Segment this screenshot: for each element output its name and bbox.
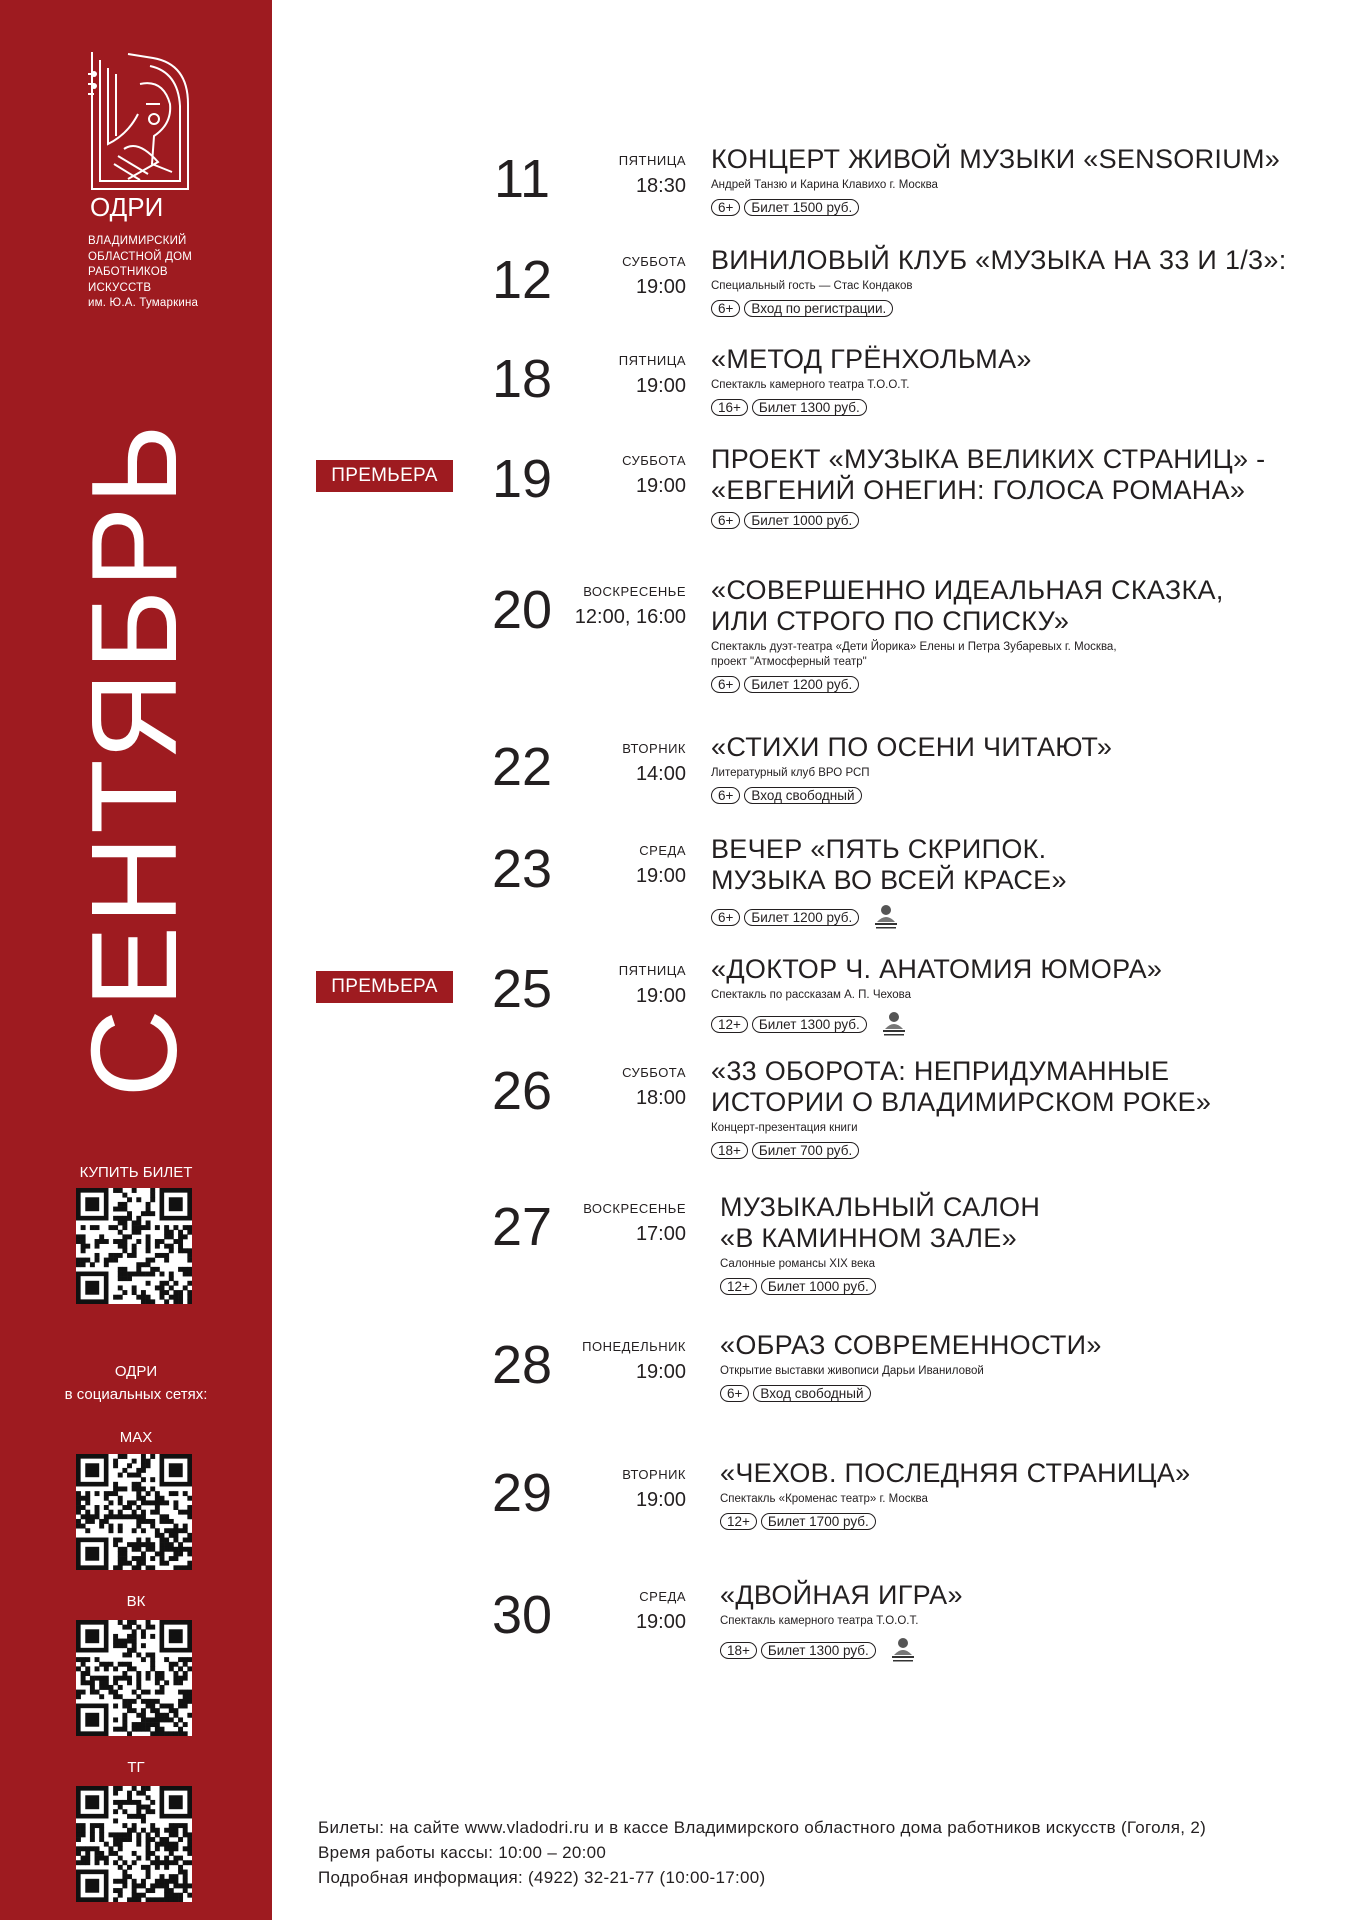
event-time: 17:00 xyxy=(635,1223,686,1245)
event-time: 19:00 xyxy=(635,1361,686,1383)
event-tags xyxy=(711,787,1351,804)
event-info xyxy=(720,1192,1358,1295)
event-subtitle: Спектакль по рассказам А. П. Чехова xyxy=(711,989,912,1001)
event-day: 22 xyxy=(491,737,553,797)
event-title: «33 ОБОРОТА: НЕПРИДУМАННЫЕ ИСТОРИИ О ВЛАДИМИРСКОМ РОКЕ» xyxy=(711,1056,1212,1117)
age-rating: 6+ xyxy=(720,1385,749,1402)
event-subtitle: Андрей Танзю и Карина Клавихо г. Москва xyxy=(711,179,938,191)
tg-qr[interactable] xyxy=(76,1786,192,1902)
event-title: ВИНИЛОВЫЙ КЛУБ «МУЗЫКА НА 33 И 1/3»: xyxy=(711,245,1287,275)
age-rating: 18+ xyxy=(711,1142,748,1159)
max-qr[interactable] xyxy=(76,1454,192,1570)
pushkin-card-icon xyxy=(879,1009,909,1039)
event-weekday: ВОСКРЕСЕНЬЕ xyxy=(583,1201,686,1216)
age-rating: 6+ xyxy=(711,199,740,216)
footer-contact: Подробная информация: (4922) 32-21-77 (10:00-17:00) xyxy=(318,1868,766,1887)
event-day: 30 xyxy=(491,1585,553,1645)
event-weekday: ПЯТНИЦА xyxy=(618,963,686,978)
age-rating: 16+ xyxy=(711,399,748,416)
event-title: КОНЦЕРТ ЖИВОЙ МУЗЫКИ «SENSORIUM» xyxy=(711,144,1281,174)
event-subtitle: Спектакль камерного театра Т.О.О.Т. xyxy=(720,1615,919,1627)
odri-logo xyxy=(88,44,198,222)
event-tags xyxy=(720,1513,1358,1530)
qr-code-icon xyxy=(76,1188,192,1304)
event-day: 23 xyxy=(491,839,553,899)
event-weekday: ПЯТНИЦА xyxy=(618,153,686,168)
age-rating: 6+ xyxy=(711,676,740,693)
event-info xyxy=(720,1330,1358,1402)
event-subtitle: Спектакль камерного театра Т.О.О.Т. xyxy=(711,379,910,391)
social-label-line1: ОДРИ xyxy=(114,1363,158,1380)
event-title: «ДВОЙНАЯ ИГРА» xyxy=(720,1580,963,1610)
event-time: 19:00 xyxy=(635,1611,686,1633)
event-weekday: СУББОТА xyxy=(622,254,686,269)
qr-code-icon xyxy=(76,1620,192,1736)
pushkin-card-icon xyxy=(888,1635,918,1665)
event-time: 19:00 xyxy=(635,375,686,397)
event-title: «ДОКТОР Ч. АНАТОМИЯ ЮМОРА» xyxy=(711,954,1163,984)
event-subtitle: Литературный клуб ВРО РСП xyxy=(711,767,870,779)
event-subtitle: Специальный гость — Стас Кондаков xyxy=(711,280,913,292)
age-rating: 12+ xyxy=(711,1016,748,1033)
ticket-price: Вход по регистрации. xyxy=(744,300,893,317)
event-tags xyxy=(720,1385,1358,1402)
event-day: 27 xyxy=(491,1197,553,1257)
event-tags xyxy=(711,512,1351,529)
event-tags xyxy=(711,399,1351,416)
tg-label: ТГ xyxy=(127,1759,145,1776)
event-subtitle: Открытие выставки живописи Дарьи Иваниловой xyxy=(720,1365,984,1377)
org-name-line: им. Ю.А. Тумаркина xyxy=(88,297,199,309)
org-name-line: ИСКУССТВ xyxy=(88,281,152,294)
event-info xyxy=(711,1056,1351,1159)
footer-hours: Время работы кассы: 10:00 – 20:00 xyxy=(318,1843,607,1862)
event-time: 19:00 xyxy=(635,1489,686,1511)
event-day: 11 xyxy=(493,149,551,209)
event-weekday: СРЕДА xyxy=(639,843,686,858)
max-label: MAX xyxy=(119,1429,153,1446)
event-title: «ЧЕХОВ. ПОСЛЕДНЯЯ СТРАНИЦА» xyxy=(720,1458,1191,1488)
event-tags xyxy=(720,1635,1358,1665)
event-weekday: ПОНЕДЕЛЬНИК xyxy=(582,1339,686,1354)
event-weekday: СРЕДА xyxy=(639,1589,686,1604)
footer-tickets: Билеты: на сайте www.vladodri.ru и в кассе Владимирского областного дома работников искусств (Гоголя, 2) xyxy=(318,1818,1207,1837)
ticket-price: Билет 1300 руб. xyxy=(752,399,867,416)
ticket-price: Вход свободный xyxy=(744,787,861,804)
event-info xyxy=(720,1580,1358,1665)
org-name-line: ВЛАДИМИРСКИЙ xyxy=(88,235,187,247)
event-weekday: ВТОРНИК xyxy=(622,1467,686,1482)
svg-text:ОДРИ: ОДРИ xyxy=(90,192,164,222)
event-time: 19:00 xyxy=(635,475,686,497)
event-info xyxy=(711,444,1351,529)
event-title: ПРОЕКТ «МУЗЫКА ВЕЛИКИХ СТРАНИЦ» - «ЕВГЕНИЙ ОНЕГИН: ГОЛОСА РОМАНА» xyxy=(711,444,1266,505)
age-rating: 6+ xyxy=(711,512,740,529)
vk-qr[interactable] xyxy=(76,1620,192,1736)
org-name-line: ОБЛАСТНОЙ ДОМ xyxy=(88,250,193,263)
age-rating: 18+ xyxy=(720,1642,757,1659)
event-day: 20 xyxy=(491,580,553,640)
event-tags xyxy=(711,1142,1351,1159)
event-title: «СОВЕРШЕННО ИДЕАЛЬНАЯ СКАЗКА, ИЛИ СТРОГО ПО СПИСКУ» xyxy=(711,575,1224,636)
event-info xyxy=(711,954,1351,1039)
age-rating: 6+ xyxy=(711,787,740,804)
vk-label: ВК xyxy=(126,1593,146,1610)
pushkin-card-icon xyxy=(871,902,901,932)
event-time: 19:00 xyxy=(635,865,686,887)
org-name-line: РАБОТНИКОВ xyxy=(88,266,168,278)
buy-ticket-label: КУПИТЬ БИЛЕТ xyxy=(79,1164,193,1181)
ticket-price: Билет 1200 руб. xyxy=(744,909,859,926)
event-tags xyxy=(711,199,1351,216)
event-day: 25 xyxy=(491,959,553,1019)
ticket-price: Билет 1700 руб. xyxy=(761,1513,876,1530)
event-tags xyxy=(711,300,1351,317)
event-tags xyxy=(720,1278,1358,1295)
event-weekday: СУББОТА xyxy=(622,453,686,468)
event-day: 28 xyxy=(491,1335,553,1395)
event-info xyxy=(711,575,1351,693)
qr-code-icon xyxy=(76,1454,192,1570)
event-title: ВЕЧЕР «ПЯТЬ СКРИПОК. МУЗЫКА ВО ВСЕЙ КРАСЕ» xyxy=(711,834,1067,895)
event-time: 12:00, 16:00 xyxy=(574,606,686,628)
event-title: «СТИХИ ПО ОСЕНИ ЧИТАЮТ» xyxy=(711,732,1113,762)
age-rating: 12+ xyxy=(720,1513,757,1530)
event-day: 19 xyxy=(491,449,553,509)
event-day: 29 xyxy=(491,1463,553,1523)
age-rating: 12+ xyxy=(720,1278,757,1295)
event-time: 19:00 xyxy=(635,276,686,298)
event-day: 18 xyxy=(491,349,553,409)
premiere-badge: ПРЕМЬЕРА xyxy=(316,971,453,1003)
footer-info xyxy=(318,1815,1348,1890)
event-time: 18:00 xyxy=(635,1087,686,1109)
event-info xyxy=(711,834,1351,932)
org-name xyxy=(88,234,268,312)
event-weekday: ПЯТНИЦА xyxy=(618,353,686,368)
premiere-badge: ПРЕМЬЕРА xyxy=(316,460,453,492)
event-info xyxy=(711,144,1351,216)
event-title: МУЗЫКАЛЬНЫЙ САЛОН «В КАМИННОМ ЗАЛЕ» xyxy=(720,1192,1041,1253)
event-tags xyxy=(711,902,1351,932)
event-time: 18:30 xyxy=(635,175,686,197)
ticket-price: Билет 1300 руб. xyxy=(752,1016,867,1033)
event-title: «ОБРАЗ СОВРЕМЕННОСТИ» xyxy=(720,1330,1102,1360)
event-weekday: ВОСКРЕСЕНЬЕ xyxy=(583,584,686,599)
ticket-price: Билет 1000 руб. xyxy=(761,1278,876,1295)
ticket-price: Билет 1200 руб. xyxy=(744,676,859,693)
event-weekday: ВТОРНИК xyxy=(622,741,686,756)
event-day: 12 xyxy=(491,250,553,310)
event-title: «МЕТОД ГРЁНХОЛЬМА» xyxy=(711,344,1032,374)
buy-ticket-qr[interactable] xyxy=(76,1188,192,1304)
theatre-mask-logo-icon xyxy=(88,44,193,222)
qr-code-icon xyxy=(76,1786,192,1902)
event-time: 19:00 xyxy=(635,985,686,1007)
event-time: 14:00 xyxy=(635,763,686,785)
event-info xyxy=(711,245,1351,317)
event-tags xyxy=(711,676,1351,693)
event-subtitle: Салонные романсы XIX века xyxy=(720,1258,876,1270)
event-day: 26 xyxy=(491,1061,553,1121)
sidebar: ОДРИ ВЛАДИМИРСКИЙ ОБЛАСТНОЙ ДОМ РАБОТНИКОВ ИСКУССТВ им. Ю.А. Тумаркина СЕНТЯБРЬ КУПИТЬ БИЛЕТ ОДРИ в социальных сетях: MAX ВК ТГ xyxy=(0,0,272,1920)
event-info xyxy=(720,1458,1358,1530)
event-info xyxy=(711,344,1351,416)
ticket-price: Вход свободный xyxy=(753,1385,870,1402)
ticket-price: Билет 1500 руб. xyxy=(744,199,859,216)
event-tags xyxy=(711,1009,1351,1039)
event-subtitle: Концерт-презентация книги xyxy=(711,1122,858,1134)
event-subtitle: Спектакль «Кроменас театр» г. Москва xyxy=(720,1493,928,1505)
age-rating: 6+ xyxy=(711,909,740,926)
ticket-price: Билет 1000 руб. xyxy=(744,512,859,529)
age-rating: 6+ xyxy=(711,300,740,317)
ticket-price: Билет 1300 руб. xyxy=(761,1642,876,1659)
ticket-price: Билет 700 руб. xyxy=(752,1142,859,1159)
event-subtitle: Спектакль дуэт-театра «Дети Йорика» Елены и Петра Зубаревых г. Москва, проект "Атмосферный театр" xyxy=(711,641,1117,668)
event-weekday: СУББОТА xyxy=(622,1065,686,1080)
event-info xyxy=(711,732,1351,804)
social-label-line2: в социальных сетях: xyxy=(64,1386,208,1403)
